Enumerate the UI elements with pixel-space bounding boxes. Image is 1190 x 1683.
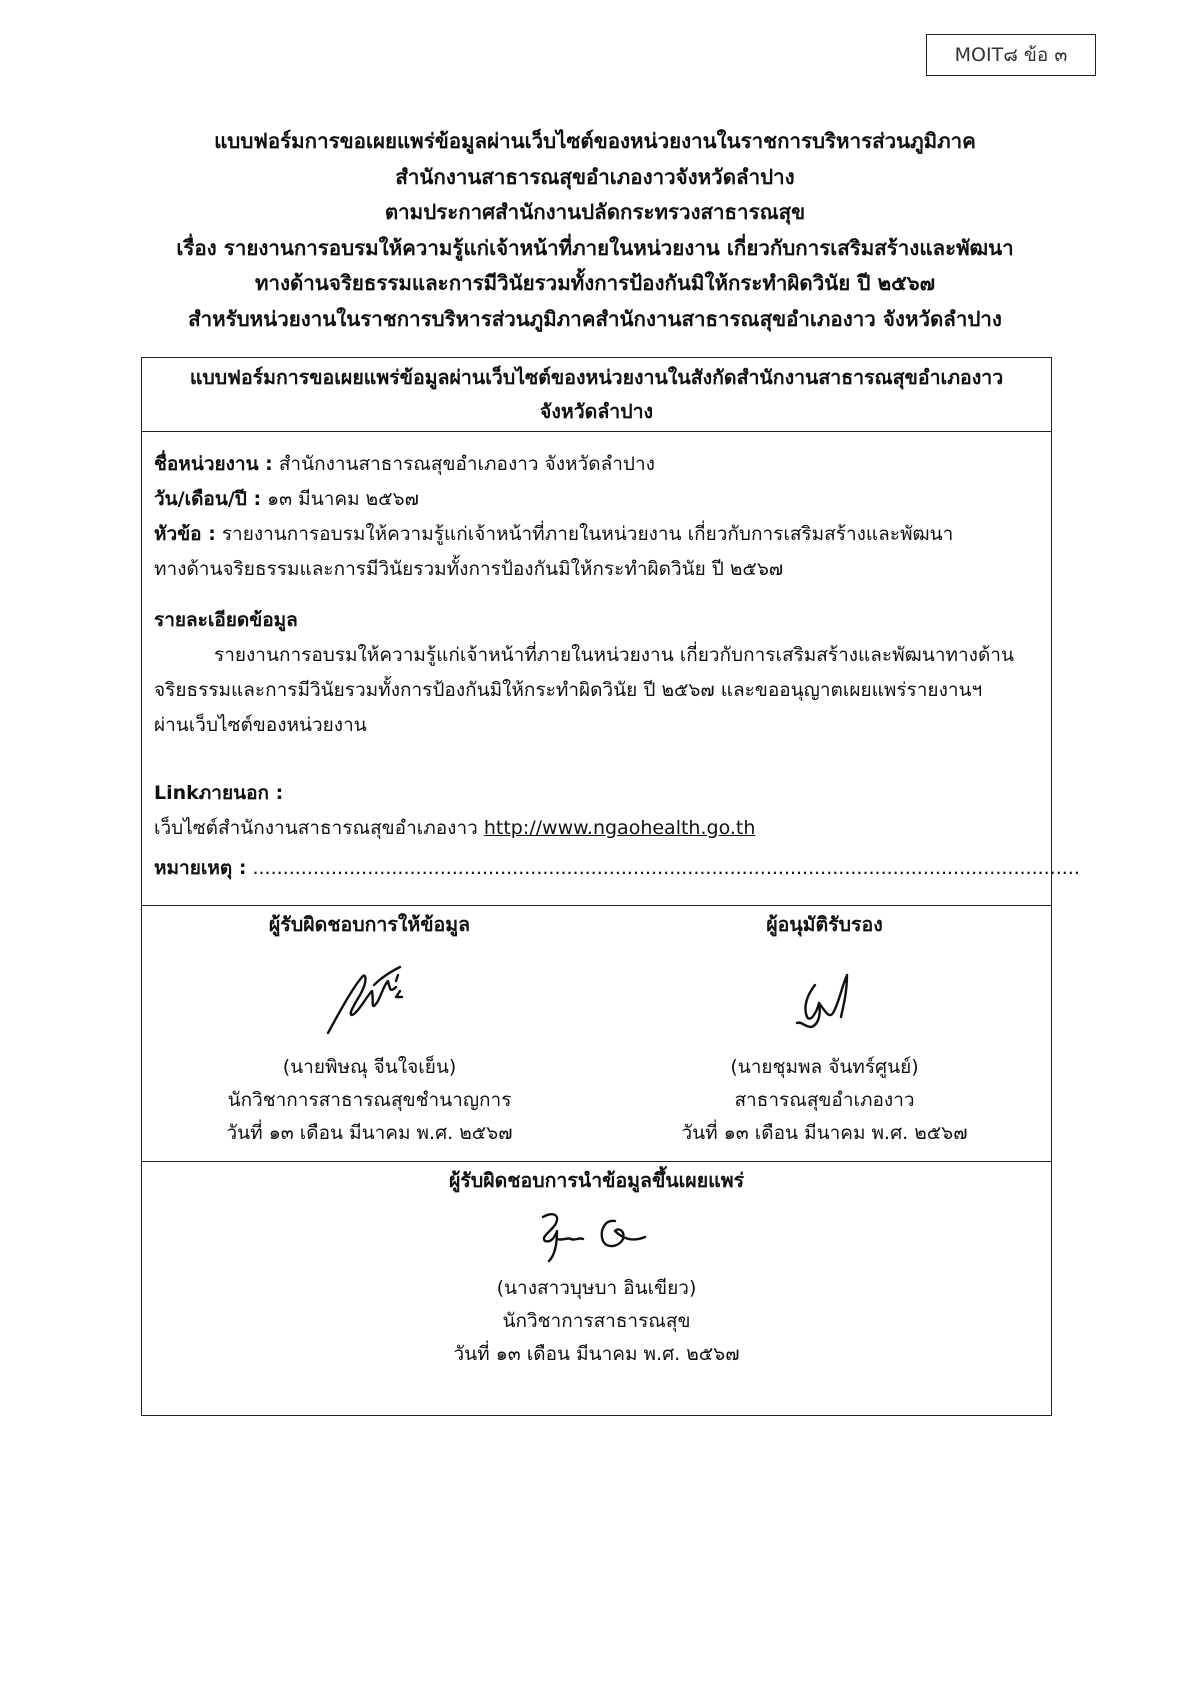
details-line-3: ผ่านเว็บไซต์ของหน่วยงาน <box>154 714 367 736</box>
topic-label: หัวข้อ : <box>154 523 216 545</box>
topic-value: รายงานการอบรมให้ความรู้แก่เจ้าหน้าที่ภายในหน่วยงาน เกี่ยวกับการเสริมสร้างและพัฒนา <box>215 523 954 545</box>
unit-label: ชื่อหน่วยงาน : <box>154 453 273 475</box>
heading-line-3: ตามประกาศสำนักงานปลัดกระทรวงสาธารณสุข <box>384 200 806 224</box>
approval-signatures <box>142 906 1051 1162</box>
publisher-signature-icon <box>497 1197 697 1272</box>
heading-line-4: เรื่อง รายงานการอบรมให้ความรู้แก่เจ้าหน้าที่ภายในหน่วยงาน เกี่ยวกับการเสริมสร้างและพัฒนา <box>176 235 1014 260</box>
form-header <box>142 358 1051 432</box>
heading-line-1: แบบฟอร์มการขอเผยแพร่ข้อมูลผ่านเว็บไซต์ของหน่วยงานในราชการบริหารส่วนภูมิภาค <box>214 129 976 153</box>
date-label: วัน/เดือน/ปี : <box>154 488 262 510</box>
external-link-prefix: เว็บไซต์สำนักงานสาธารณสุขอำเภองาว <box>154 817 484 839</box>
date-value: ๑๓ มีนาคม ๒๕๖๗ <box>261 488 419 510</box>
approver-date: วันที่ ๑๓ เดือน มีนาคม พ.ศ. ๒๕๖๗ <box>681 1122 968 1144</box>
document-code-box <box>926 34 1096 76</box>
publisher-name: (นางสาวบุษบา อินเขียว) <box>496 1277 697 1299</box>
remark-label: หมายเหตุ : <box>154 857 247 879</box>
heading-line-5: ทางด้านจริยธรรมและการมีวินัยรวมทั้งการป้องกันมิให้กระทำผิดวินัย ปี ๒๕๖๗ <box>254 271 936 295</box>
heading-line-6: สำหรับหน่วยงานในราชการบริหารส่วนภูมิภาคสำนักงานสาธารณสุขอำเภองาว จังหวัดลำปาง <box>188 306 1002 331</box>
provider-signature-block <box>142 906 597 1150</box>
external-link-row <box>154 812 755 845</box>
topic-row-2: ทางด้านจริยธรรมและการมีวินัยรวมทั้งการป้องกันมิให้กระทำผิดวินัย ปี ๒๕๖๗ <box>154 558 784 580</box>
provider-signature-icon <box>300 941 440 1051</box>
external-link-label: Linkภายนอก : <box>154 782 284 804</box>
approver-signature-icon <box>755 941 895 1051</box>
form-header-line-2: จังหวัดลำปาง <box>539 400 654 423</box>
publisher-signature-block <box>142 1162 1051 1417</box>
provider-date: วันที่ ๑๓ เดือน มีนาคม พ.ศ. ๒๕๖๗ <box>226 1122 513 1144</box>
approver-title: ผู้อนุมัติรับรอง <box>766 913 883 936</box>
form-header-line-1: แบบฟอร์มการขอเผยแพร่ข้อมูลผ่านเว็บไซต์ของหน่วยงานในสังกัดสำนักงานสาธารณสุขอำเภองาว <box>189 366 1004 389</box>
unit-value: สำนักงานสาธารณสุขอำเภองาว จังหวัดลำปาง <box>272 453 655 475</box>
publisher-date: วันที่ ๑๓ เดือน มีนาคม พ.ศ. ๒๕๖๗ <box>453 1343 740 1365</box>
document-heading <box>60 124 1130 337</box>
external-link-url[interactable]: http://www.ngaohealth.go.th <box>483 817 756 839</box>
date-row <box>154 483 419 516</box>
form-body <box>142 432 1080 906</box>
provider-position: นักวิชาการสาธารณสุขชำนาญการ <box>227 1089 512 1111</box>
topic-row <box>154 518 953 551</box>
publication-form <box>141 357 1080 1416</box>
details-label: รายละเอียดข้อมูล <box>154 609 298 631</box>
provider-title: ผู้รับผิดชอบการให้ข้อมูล <box>268 913 471 936</box>
remark-row <box>154 852 1080 885</box>
unit-row <box>154 448 655 481</box>
document-code: MOIT๘ ข้อ ๓ <box>954 44 1068 66</box>
approver-name: (นายชุมพล จันทร์ศูนย์) <box>730 1056 919 1078</box>
approver-position: สาธารณสุขอำเภองาว <box>734 1089 915 1111</box>
details-line-1: รายงานการอบรมให้ความรู้แก่เจ้าหน้าที่ภายในหน่วยงาน เกี่ยวกับการเสริมสร้างและพัฒนาทางด้าน <box>214 644 1014 666</box>
publisher-position: นักวิชาการสาธารณสุข <box>502 1310 691 1332</box>
publisher-title: ผู้รับผิดชอบการนำข้อมูลขึ้นเผยแพร่ <box>448 1169 745 1192</box>
remark-value: ......................................................................................................................................... <box>246 857 1080 879</box>
heading-line-2: สำนักงานสาธารณสุขอำเภองาวจังหวัดลำปาง <box>395 164 795 189</box>
approver-signature-block <box>597 906 1052 1150</box>
details-line-2: จริยธรรมและการมีวินัยรวมทั้งการป้องกันมิให้กระทำผิดวินัย ปี ๒๕๖๗ และขออนุญาตเผยแพร่รายงานฯ <box>154 679 983 701</box>
provider-name: (นายพิษณุ จีนใจเย็น) <box>282 1056 457 1078</box>
